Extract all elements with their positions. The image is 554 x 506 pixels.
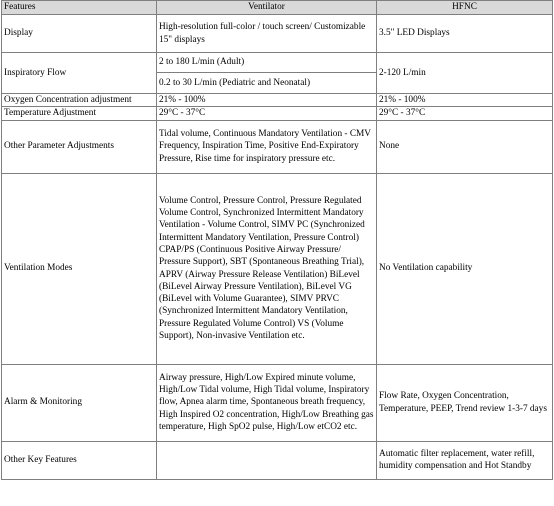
hfnc-cell: 21% - 100% xyxy=(377,94,553,107)
table-row xyxy=(2,120,553,173)
feature-cell: Temperature Adjustment xyxy=(2,107,157,120)
ventilator-cell xyxy=(157,441,377,479)
feature-cell: Other Parameter Adjustments xyxy=(2,120,157,173)
table-row xyxy=(2,173,553,364)
comparison-table xyxy=(1,0,553,480)
table-row xyxy=(2,364,553,441)
ventilator-cell: Tidal volume, Continuous Mandatory Ventilation - CMV Frequency, Inspiration Time, Positive End-Expiratory Pressure, Rise time for inspiratory pressure etc. xyxy=(157,120,377,173)
ventilator-cell xyxy=(157,53,377,94)
hfnc-cell: 2-120 L/min xyxy=(377,53,553,94)
ventilator-flow-pediatric: 0.2 to 30 L/min (Pediatric and Neonatal) xyxy=(159,78,311,88)
feature-cell: Ventilation Modes xyxy=(2,173,157,364)
feature-cell: Alarm & Monitoring xyxy=(2,364,157,441)
hfnc-cell: Flow Rate, Oxygen Concentration, Temperature, PEEP, Trend review 1-3-7 days xyxy=(377,364,553,441)
feature-cell: Oxygen Concentration adjustment xyxy=(2,94,157,107)
table-row xyxy=(2,53,553,94)
hfnc-cell: 3.5" LED Displays xyxy=(377,15,553,53)
ventilator-flow-adult: 2 to 180 L/min (Adult) xyxy=(157,54,376,73)
header-ventilator: Ventilator xyxy=(157,1,377,15)
ventilator-cell: Airway pressure, High/Low Expired minute volume, High/Low Tidal volume, High Tidal volume, Inspiratory flow, Apnea alarm time, Spontaneous breath frequency, High Inspired O2 concentration, High/Low Breathing gas temperature, High SpO2 pulse, High/Low etCO2 etc. xyxy=(157,364,377,441)
table-row xyxy=(2,107,553,120)
ventilator-cell: 21% - 100% xyxy=(157,94,377,107)
table-row xyxy=(2,15,553,53)
hfnc-cell: Automatic filter replacement, water refill, humidity compensation and Hot Standby xyxy=(377,441,553,479)
feature-cell: Display xyxy=(2,15,157,53)
header-hfnc: HFNC xyxy=(377,1,553,15)
feature-cell: Inspiratory Flow xyxy=(2,53,157,94)
ventilator-cell: 29°C - 37°C xyxy=(157,107,377,120)
hfnc-cell: None xyxy=(377,120,553,173)
hfnc-cell: 29°C - 37°C xyxy=(377,107,553,120)
feature-cell: Other Key Features xyxy=(2,441,157,479)
table-row xyxy=(2,441,553,479)
hfnc-cell: No Ventilation capability xyxy=(377,173,553,364)
header-row xyxy=(2,1,553,15)
header-features: Features xyxy=(2,1,157,15)
ventilator-cell: Volume Control, Pressure Control, Pressure Regulated Volume Control, Synchronized Intermittent Mandatory Ventilation - Volume Control, SIMV PC (Synchronized Intermittent Mandatory Ventilation, Pressure Control) CPAP/PS (Continuous Positive Airway Pressure/ Pressure Support), SBT (Spontaneous Breathing Trial), APRV (Airway Pressure Release Ventilation) BiLevel (BiLevel Airway Pressure Ventilation), BiLevel VG (BiLevel with Volume Guarantee), SIMV PRVC (Synchronized Intermittent Mandatory Ventilation, Pressure Regulated Volume Control) VS (Volume Support), Non-invasive Ventilation etc. xyxy=(157,173,377,364)
ventilator-cell: High-resolution full-color / touch screen/ Customizable 15" displays xyxy=(157,15,377,53)
table-row xyxy=(2,94,553,107)
